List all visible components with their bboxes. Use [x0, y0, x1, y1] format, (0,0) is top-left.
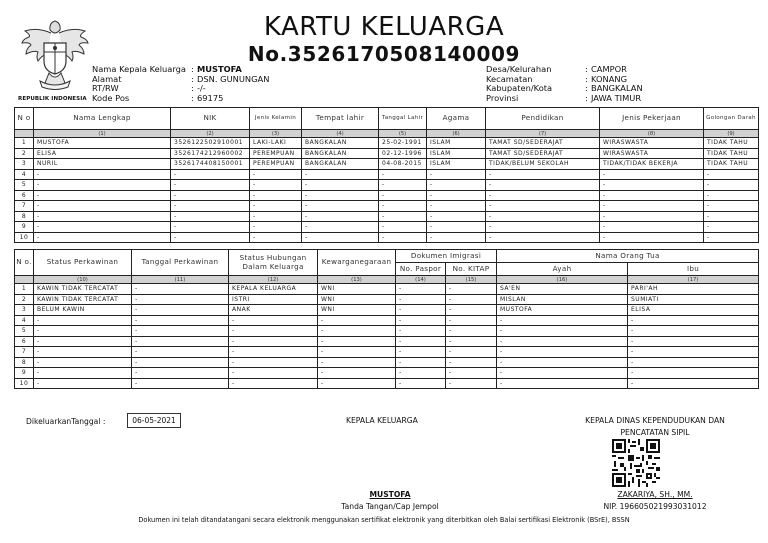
- member-row-cell: 3526174212960002: [171, 148, 250, 159]
- civil-row-cell: -: [34, 347, 132, 358]
- civil-row-cell: -: [497, 378, 628, 389]
- civil-row-cell: SUMIATI: [628, 294, 759, 305]
- member-row-cell: 5: [15, 180, 34, 191]
- member-row-cell: TIDAK TAHU: [704, 159, 759, 170]
- member-row-cell: BANGKALAN: [302, 148, 379, 159]
- member-row-cell: PEREMPUAN: [250, 159, 302, 170]
- member-row-cell: NURIL: [34, 159, 171, 170]
- member-row-cell: -: [427, 169, 486, 180]
- header-status-hubungan: Status Hubungan Dalam Keluarga: [229, 250, 318, 276]
- member-row-cell: 3526122502910001: [171, 138, 250, 149]
- member-row-cell: -: [704, 180, 759, 191]
- member-row-cell: -: [600, 169, 704, 180]
- member-row: [15, 201, 759, 212]
- member-row-cell: -: [34, 169, 171, 180]
- civil-row: [15, 378, 759, 389]
- member-row-cell: -: [250, 190, 302, 201]
- civil-row-cell: -: [396, 326, 446, 337]
- civil-row-cell: MISLAN: [497, 294, 628, 305]
- member-row-cell: ELISA: [34, 148, 171, 159]
- civil-row: [15, 368, 759, 379]
- header-golongan-darah: Golongan Darah: [704, 108, 759, 130]
- member-row-cell: -: [379, 222, 427, 233]
- family-info-left: [92, 65, 269, 103]
- info-row-kepala: Nama Kepala Keluarga : MUSTOFA: [92, 64, 242, 74]
- member-row-cell: -: [171, 222, 250, 233]
- member-row: [15, 211, 759, 222]
- civil-row-cell: 3: [15, 305, 34, 316]
- member-row-cell: ISLAM: [427, 138, 486, 149]
- civil-row-cell: -: [628, 368, 759, 379]
- civil-header-row-1: [15, 250, 759, 263]
- civil-row-cell: -: [396, 357, 446, 368]
- civil-row-cell: 8: [15, 357, 34, 368]
- header-ayah: Ayah: [497, 263, 628, 276]
- member-row-cell: TIDAK/BELUM SEKOLAH: [486, 159, 600, 170]
- civil-row-cell: -: [446, 336, 497, 347]
- member-row-cell: -: [427, 222, 486, 233]
- member-row-cell: PEREMPUAN: [250, 148, 302, 159]
- civil-row-cell: -: [132, 326, 229, 337]
- member-row-cell: -: [600, 180, 704, 191]
- member-row-cell: -: [34, 180, 171, 191]
- header-no: N o: [15, 108, 34, 130]
- dinas-title-1: KEPALA DINAS KEPENDUDUKAN DAN: [585, 416, 725, 425]
- civil-row-cell: -: [396, 378, 446, 389]
- kepala-keluarga-title: KEPALA KELUARGA: [346, 416, 418, 425]
- member-row-cell: -: [704, 222, 759, 233]
- civil-row-cell: MUSTOFA: [497, 305, 628, 316]
- info-row-kecamatan: Kecamatan : KONANG: [486, 73, 628, 84]
- member-row-cell: ISLAM: [427, 159, 486, 170]
- civil-row-cell: -: [132, 357, 229, 368]
- civil-row-cell: -: [396, 336, 446, 347]
- member-row-cell: 9: [15, 222, 34, 233]
- member-row-cell: WIRASWASTA: [600, 148, 704, 159]
- civil-row-cell: -: [318, 378, 396, 389]
- civil-row-cell: -: [132, 315, 229, 326]
- info-row-kabupaten: Kabupaten/Kota : BANGKALAN: [486, 83, 643, 94]
- member-row-cell: -: [250, 169, 302, 180]
- member-row-cell: -: [250, 211, 302, 222]
- member-row-cell: -: [486, 232, 600, 243]
- member-row-cell: 1: [15, 138, 34, 149]
- member-row-cell: 25-02-1991: [379, 138, 427, 149]
- header-nama-orang-tua: Nama Orang Tua: [497, 250, 759, 263]
- member-row-cell: -: [250, 232, 302, 243]
- electronic-signature-disclaimer: Dokumen ini telah ditandatangani secara elektronik menggunakan sertifikat elektronik yang diterbitkan oleh Balai sertifikasi Elektronik (BSrE), BSSN: [138, 516, 630, 524]
- member-row-cell: TIDAK TAHU: [704, 138, 759, 149]
- civil-row-cell: -: [396, 284, 446, 295]
- civil-row-cell: -: [229, 336, 318, 347]
- civil-row-cell: -: [132, 294, 229, 305]
- member-row: [15, 169, 759, 180]
- member-row-cell: -: [34, 190, 171, 201]
- civil-row-cell: -: [497, 326, 628, 337]
- qr-code-icon: [612, 439, 660, 487]
- civil-row-cell: -: [132, 336, 229, 347]
- civil-row-cell: -: [446, 368, 497, 379]
- member-row-cell: -: [379, 190, 427, 201]
- civil-row-cell: -: [132, 284, 229, 295]
- dinas-nip: NIP. 196605021993031012: [603, 502, 707, 511]
- member-row-cell: WIRASWASTA: [600, 138, 704, 149]
- issued-date: 06-05-2021: [127, 413, 181, 428]
- member-row-cell: -: [427, 190, 486, 201]
- member-row: [15, 148, 759, 159]
- member-row-cell: -: [250, 201, 302, 212]
- member-row-cell: -: [600, 201, 704, 212]
- family-card-number: No.3526170508140009: [247, 42, 521, 66]
- member-row-cell: 3: [15, 159, 34, 170]
- civil-row-cell: -: [396, 347, 446, 358]
- member-row-cell: TIDAK TAHU: [704, 148, 759, 159]
- civil-row: [15, 347, 759, 358]
- civil-row-cell: -: [34, 336, 132, 347]
- member-row-cell: -: [379, 201, 427, 212]
- civil-row-cell: -: [497, 368, 628, 379]
- member-row-cell: TAMAT SD/SEDERAJAT: [486, 148, 600, 159]
- member-row-cell: -: [427, 232, 486, 243]
- civil-row: [15, 294, 759, 305]
- member-row-cell: TAMAT SD/SEDERAJAT: [486, 138, 600, 149]
- civil-row-cell: -: [132, 347, 229, 358]
- member-row-cell: -: [34, 232, 171, 243]
- civil-row-cell: -: [396, 305, 446, 316]
- header-jenis-kelamin: Jenis Kelamin: [250, 108, 302, 130]
- civil-row-cell: -: [229, 326, 318, 337]
- member-row: [15, 138, 759, 149]
- member-row-cell: BANGKALAN: [302, 159, 379, 170]
- member-row-cell: -: [171, 201, 250, 212]
- header-dokumen-imigrasi: Dokumen Imigrasi: [396, 250, 497, 263]
- civil-row-cell: -: [318, 347, 396, 358]
- civil-row-cell: BELUM KAWIN: [34, 305, 132, 316]
- civil-row-cell: -: [628, 378, 759, 389]
- header-agama: Agama: [427, 108, 486, 130]
- member-row-cell: -: [600, 222, 704, 233]
- civil-row-cell: -: [229, 357, 318, 368]
- civil-row-cell: -: [446, 357, 497, 368]
- civil-row-cell: -: [229, 378, 318, 389]
- civil-row-cell: -: [229, 368, 318, 379]
- dinas-name: ZAKARIYA, SH., MM.: [617, 490, 693, 499]
- civil-row-cell: ELISA: [628, 305, 759, 316]
- member-row-cell: -: [171, 169, 250, 180]
- member-row-cell: -: [302, 180, 379, 191]
- civil-row-cell: 10: [15, 378, 34, 389]
- member-row-cell: TIDAK/TIDAK BEKERJA: [600, 159, 704, 170]
- dinas-title-2: PENCATATAN SIPIL: [620, 428, 690, 437]
- member-row-cell: -: [600, 211, 704, 222]
- member-row-cell: 02-12-1996: [379, 148, 427, 159]
- civil-row: [15, 305, 759, 316]
- header-no-kitap: No. KITAP: [446, 263, 497, 276]
- civil-row-cell: -: [229, 315, 318, 326]
- civil-row-cell: 5: [15, 326, 34, 337]
- members-colnum-row: (1) (2) (3) (4) (5) (6) (7) (8) (9): [15, 130, 759, 138]
- civil-row-cell: SA'EN: [497, 284, 628, 295]
- civil-row-cell: WNI: [318, 294, 396, 305]
- civil-row-cell: 6: [15, 336, 34, 347]
- member-row-cell: -: [427, 180, 486, 191]
- civil-row-cell: PARI'AH: [628, 284, 759, 295]
- civil-row-cell: -: [34, 315, 132, 326]
- header-nik: NIK: [171, 108, 250, 130]
- civil-row-cell: -: [446, 326, 497, 337]
- member-row-cell: -: [250, 222, 302, 233]
- member-row-cell: -: [250, 180, 302, 191]
- civil-row-cell: -: [396, 294, 446, 305]
- civil-row-cell: KAWIN TIDAK TERCATAT: [34, 294, 132, 305]
- civil-row-cell: WNI: [318, 284, 396, 295]
- member-row-cell: 8: [15, 211, 34, 222]
- civil-row-cell: 7: [15, 347, 34, 358]
- member-row: [15, 222, 759, 233]
- civil-row-cell: -: [628, 326, 759, 337]
- member-row: [15, 180, 759, 191]
- issued-label: DikeluarkanTanggal :: [26, 417, 106, 426]
- civil-row: [15, 336, 759, 347]
- civil-row-cell: 9: [15, 368, 34, 379]
- civil-row-cell: -: [446, 378, 497, 389]
- civil-row-cell: WNI: [318, 305, 396, 316]
- member-row-cell: -: [704, 232, 759, 243]
- member-row-cell: -: [171, 211, 250, 222]
- member-row-cell: -: [600, 190, 704, 201]
- civil-row-cell: -: [132, 305, 229, 316]
- member-row-cell: MUSTOFA: [34, 138, 171, 149]
- member-row-cell: -: [34, 201, 171, 212]
- header-tanggal-perkawinan: Tanggal Perkawinan: [132, 250, 229, 276]
- member-row-cell: -: [34, 222, 171, 233]
- civil-row-cell: ANAK: [229, 305, 318, 316]
- member-row-cell: -: [302, 211, 379, 222]
- header-tanggal-lahir: Tanggal Lahir: [379, 108, 427, 130]
- member-row-cell: 04-08-2015: [379, 159, 427, 170]
- member-row-cell: 7: [15, 201, 34, 212]
- civil-row-cell: KAWIN TIDAK TERCATAT: [34, 284, 132, 295]
- civil-row-cell: -: [497, 315, 628, 326]
- civil-row-cell: 2: [15, 294, 34, 305]
- member-row-cell: 6: [15, 190, 34, 201]
- member-row-cell: 10: [15, 232, 34, 243]
- member-row-cell: -: [704, 190, 759, 201]
- member-row-cell: -: [302, 222, 379, 233]
- member-row-cell: -: [302, 190, 379, 201]
- member-row: [15, 159, 759, 170]
- header-status-perkawinan: Status Perkawinan: [34, 250, 132, 276]
- member-row-cell: 2: [15, 148, 34, 159]
- member-row-cell: -: [171, 232, 250, 243]
- member-row-cell: -: [486, 180, 600, 191]
- member-row-cell: -: [486, 190, 600, 201]
- member-row-cell: -: [486, 169, 600, 180]
- civil-row-cell: -: [318, 326, 396, 337]
- members-table: [14, 107, 759, 243]
- civil-row-cell: -: [446, 305, 497, 316]
- info-row-alamat: Alamat : DSN. GUNUNGAN: [92, 73, 270, 84]
- kepala-keluarga-name: MUSTOFA: [369, 490, 411, 499]
- civil-row-cell: -: [34, 326, 132, 337]
- header-no-2: N o.: [15, 250, 34, 276]
- civil-row-cell: -: [318, 368, 396, 379]
- member-row-cell: -: [427, 201, 486, 212]
- header-kewarganegaraan: Kewarganegaraan: [318, 250, 396, 276]
- member-row-cell: BANGKALAN: [302, 138, 379, 149]
- civil-colnum-row: (10) (11) (12) (13) (14) (15) (16) (17): [15, 276, 759, 284]
- member-row-cell: ISLAM: [427, 148, 486, 159]
- member-row-cell: -: [704, 169, 759, 180]
- civil-row-cell: 1: [15, 284, 34, 295]
- member-row-cell: -: [704, 211, 759, 222]
- info-row-kodepos: Kode Pos : 69175: [92, 92, 224, 103]
- civil-row-cell: -: [628, 336, 759, 347]
- civil-row-cell: -: [34, 368, 132, 379]
- kepala-keluarga-sub: Tanda Tangan/Cap Jempol: [341, 502, 439, 511]
- header-pekerjaan: Jenis Pekerjaan: [600, 108, 704, 130]
- header-no-paspor: No. Paspor: [396, 263, 446, 276]
- member-row-cell: 3526174408150001: [171, 159, 250, 170]
- civil-row-cell: -: [628, 315, 759, 326]
- civil-row-cell: KEPALA KELUARGA: [229, 284, 318, 295]
- member-row-cell: -: [486, 201, 600, 212]
- header-nama: Nama Lengkap: [34, 108, 171, 130]
- civil-row-cell: -: [318, 336, 396, 347]
- member-row-cell: -: [379, 180, 427, 191]
- family-info-right: [486, 65, 643, 103]
- civil-row-cell: -: [229, 347, 318, 358]
- civil-row-cell: -: [497, 336, 628, 347]
- civil-row: [15, 326, 759, 337]
- member-row-cell: 4: [15, 169, 34, 180]
- civil-row: [15, 315, 759, 326]
- member-row: [15, 232, 759, 243]
- member-row-cell: -: [379, 211, 427, 222]
- civil-row-cell: -: [628, 357, 759, 368]
- info-row-desa: Desa/Kelurahan : CAMPOR: [486, 64, 627, 74]
- header-tempat-lahir: Tempat lahir: [302, 108, 379, 130]
- header-pendidikan: Pendidikan: [486, 108, 600, 130]
- civil-row-cell: -: [497, 357, 628, 368]
- member-row-cell: -: [171, 190, 250, 201]
- civil-row: [15, 357, 759, 368]
- civil-row-cell: -: [34, 378, 132, 389]
- civil-row-cell: -: [318, 357, 396, 368]
- members-header-row: [15, 108, 759, 130]
- member-row-cell: -: [379, 169, 427, 180]
- document-title: KARTU KELUARGA: [263, 12, 505, 42]
- header-ibu: Ibu: [628, 263, 759, 276]
- member-row-cell: LAKI-LAKI: [250, 138, 302, 149]
- emblem-caption: REPUBLIK INDONESIA: [18, 96, 87, 102]
- member-row-cell: -: [427, 211, 486, 222]
- civil-row-cell: -: [396, 315, 446, 326]
- civil-row: [15, 284, 759, 295]
- civil-row-cell: ISTRI: [229, 294, 318, 305]
- member-row-cell: -: [302, 169, 379, 180]
- civil-row-cell: -: [34, 357, 132, 368]
- civil-row-cell: -: [446, 294, 497, 305]
- member-row-cell: -: [302, 201, 379, 212]
- civil-row-cell: -: [132, 368, 229, 379]
- civil-row-cell: -: [446, 315, 497, 326]
- civil-row-cell: -: [396, 368, 446, 379]
- civil-row-cell: -: [497, 347, 628, 358]
- info-row-provinsi: Provinsi : JAWA TIMUR: [486, 92, 642, 103]
- civil-status-table: [14, 249, 759, 389]
- member-row-cell: -: [34, 211, 171, 222]
- civil-row-cell: -: [446, 347, 497, 358]
- member-row-cell: -: [171, 180, 250, 191]
- member-row-cell: -: [486, 211, 600, 222]
- member-row-cell: -: [379, 232, 427, 243]
- member-row-cell: -: [302, 232, 379, 243]
- member-row-cell: -: [486, 222, 600, 233]
- civil-row-cell: -: [446, 284, 497, 295]
- member-row-cell: -: [600, 232, 704, 243]
- civil-row-cell: -: [132, 378, 229, 389]
- civil-row-cell: -: [628, 347, 759, 358]
- info-row-rtrw: RT/RW : -/-: [92, 83, 206, 94]
- member-row: [15, 190, 759, 201]
- member-row-cell: -: [704, 201, 759, 212]
- civil-row-cell: 4: [15, 315, 34, 326]
- civil-row-cell: -: [318, 315, 396, 326]
